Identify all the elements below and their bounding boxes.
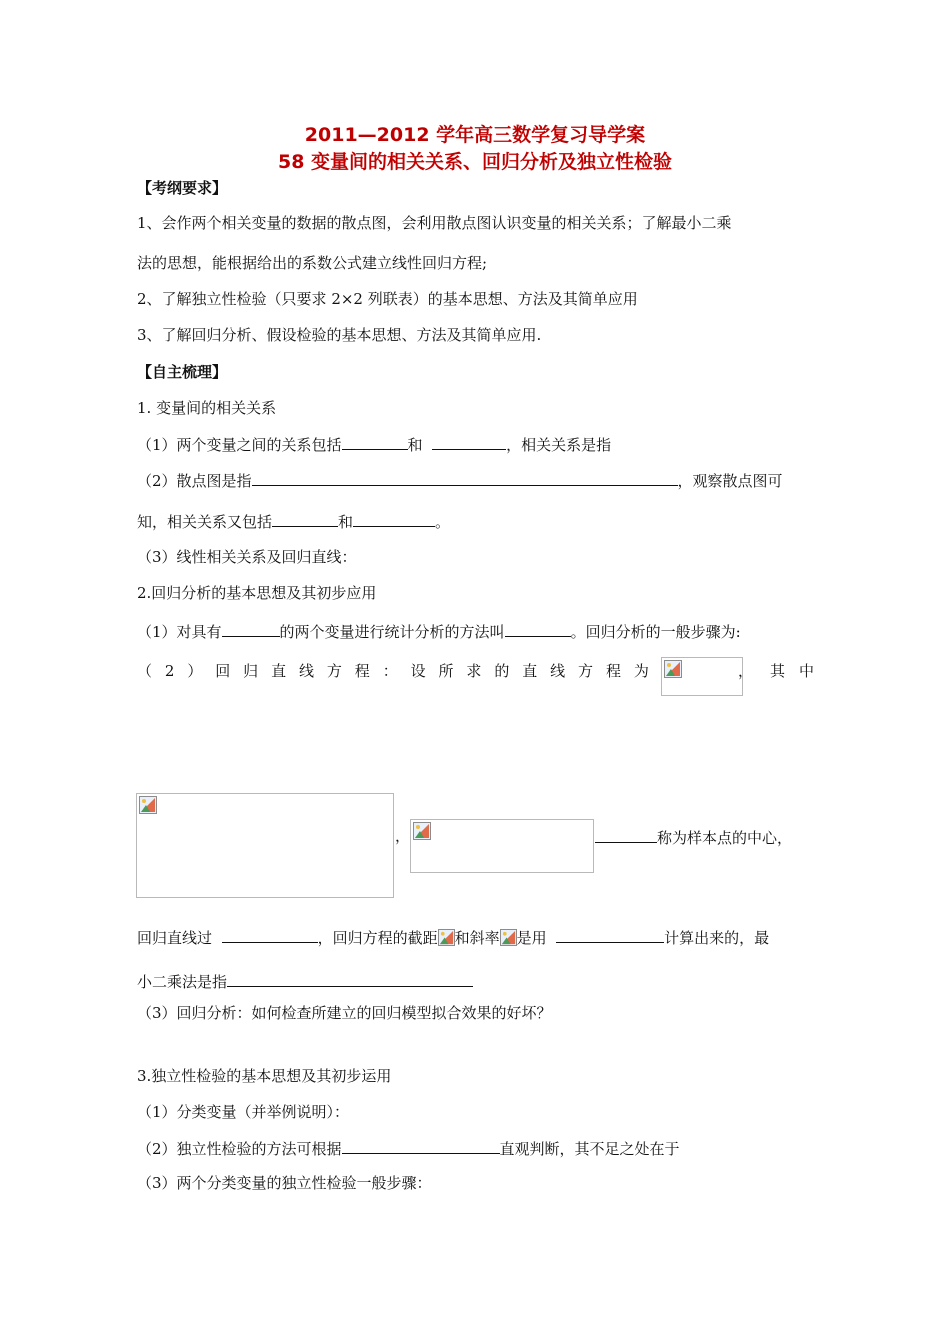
intercept-symbol-image-icon (438, 929, 455, 946)
s2-comma-mid: ， (395, 827, 411, 845)
image-regression-equation (661, 657, 743, 696)
s1-q2-text-e: 。 (435, 513, 451, 531)
s2-line-d: 是用 (516, 929, 547, 947)
s2-q2-char: 直 (522, 662, 538, 680)
blank-scatter-definition[interactable] (252, 469, 678, 486)
blank-passes-through[interactable] (222, 926, 318, 943)
blank-relation-2[interactable] (432, 433, 506, 450)
s1-q2-text-d: 和 (338, 513, 354, 531)
s2-line-e: 计算出来的，最 (664, 929, 770, 947)
section-heading-zizhu: 【自主梳理】 (137, 363, 228, 381)
section-heading-kaogang: 【考纲要求】 (137, 179, 228, 197)
s2-q2-char: 方 (326, 662, 342, 680)
s2-q2-char: 为 (633, 662, 649, 680)
s2-q2-char: 所 (438, 662, 454, 680)
s2-q2-char: ） (187, 662, 203, 680)
s2-q2-char: 线 (298, 662, 314, 680)
s1-q3: （3）线性相关关系及回归直线： (137, 548, 357, 566)
s2-q2-zhong: 中 (799, 662, 815, 680)
s2-line-regression (137, 926, 769, 948)
s2-q2-char: 方 (578, 662, 594, 680)
s2-q2-char: 直 (271, 662, 287, 680)
broken-image-icon (664, 660, 682, 678)
kaogang-item-2: 2、了解独立性检验（只要求 2×2 列联表）的基本思想、方法及其简单应用 (137, 290, 638, 308)
s1-q1 (137, 433, 611, 455)
image-slope-formula (136, 793, 394, 898)
s2-q1 (137, 620, 741, 642)
s2-q2-char: 的 (494, 662, 510, 680)
s2-q1-text-c: 。回归分析的一般步骤为: (570, 623, 741, 641)
s2-line-f: 小二乘法是指 (137, 973, 228, 991)
broken-image-icon (413, 822, 431, 840)
s2-center-line (595, 826, 792, 848)
s3-q3: （3）两个分类变量的独立性检验一般步骤： (137, 1174, 432, 1192)
s2-line-b: ，回归方程的截距 (317, 929, 438, 947)
s2-q2-char: （ (137, 662, 153, 680)
s2-q2-char: 求 (466, 662, 482, 680)
s1-title: 1. 变量间的相关关系 (137, 399, 277, 417)
s1-q1-text-a: （1）两个变量之间的关系包括 (137, 436, 342, 454)
s2-q1-text-a: （1）对具有 (137, 623, 222, 641)
s2-q2-char: 程 (354, 662, 370, 680)
slope-symbol-image-icon (500, 929, 517, 946)
title-line-1: 2011—2012 学年高三数学复习导学案 (304, 124, 646, 146)
s2-title: 2.回归分析的基本思想及其初步应用 (137, 584, 377, 602)
kaogang-item-1a: 1、会作两个相关变量的数据的散点图，会利用散点图认识变量的相关关系；了解最小二乘 (137, 214, 732, 232)
s2-q2-qi: 其 (770, 662, 786, 680)
s2-line-a: 回归直线过 (137, 929, 213, 947)
blank-judge-by[interactable] (342, 1137, 500, 1154)
blank-correlation[interactable] (222, 620, 280, 637)
s3-q2-text-b: 直观判断，其不足之处在于 (499, 1140, 680, 1158)
blank-sample-center[interactable] (595, 826, 657, 843)
s2-q2-char: 设 (410, 662, 426, 680)
s2-q2-char: 2 (164, 662, 175, 680)
blank-correlation-type-2[interactable] (353, 510, 435, 527)
s2-q1-text-b: 的两个变量进行统计分析的方法叫 (279, 623, 505, 641)
s2-q2-char: 线 (550, 662, 566, 680)
image-intercept-formula (410, 819, 594, 873)
s3-title: 3.独立性检验的基本思想及其初步运用 (137, 1067, 392, 1085)
s2-q2-comma: ， (738, 662, 754, 680)
s2-q2-char: 回 (215, 662, 231, 680)
broken-image-icon (139, 796, 157, 814)
blank-correlation-type-1[interactable] (272, 510, 338, 527)
s3-q2-text-a: （2）独立性检验的方法可根据 (137, 1140, 342, 1158)
s2-q2-spread (137, 661, 649, 681)
s2-q2-char: 归 (243, 662, 259, 680)
blank-method-name[interactable] (505, 620, 571, 637)
s1-q2-text-a: （2）散点图是指 (137, 472, 252, 490)
s2-q3: （3）回归分析：如何检查所建立的回归模型拟合效果的好坏？ (137, 1004, 552, 1022)
s1-q1-text-c: ，相关关系是指 (506, 436, 612, 454)
s1-q2-cont (137, 510, 450, 532)
kaogang-item-3: 3、了解回归分析、假设检验的基本思想、方法及其简单应用. (137, 326, 542, 344)
s2-line-c: 和斜率 (454, 929, 500, 947)
title-line-2: 58 变量间的相关关系、回归分析及独立性检验 (277, 151, 673, 173)
s3-q1: （1）分类变量（并举例说明）： (137, 1103, 350, 1121)
s2-q2-char: ： (382, 662, 398, 680)
kaogang-item-1b: 法的思想，能根据给出的系数公式建立线性回归方程; (137, 254, 488, 272)
s2-least-squares (137, 970, 473, 992)
s1-q2-text-b: ，观察散点图可 (677, 472, 783, 490)
s2-q2-char: 程 (605, 662, 621, 680)
blank-least-squares[interactable] (227, 970, 473, 987)
s2-center-text: 称为样本点的中心， (657, 829, 793, 847)
blank-computed-by[interactable] (556, 926, 664, 943)
s1-q2-text-c: 知，相关关系又包括 (137, 513, 273, 531)
blank-relation-1[interactable] (342, 433, 408, 450)
s1-q1-text-b: 和 (407, 436, 423, 454)
s1-q2 (137, 469, 783, 491)
s3-q2 (137, 1137, 680, 1159)
